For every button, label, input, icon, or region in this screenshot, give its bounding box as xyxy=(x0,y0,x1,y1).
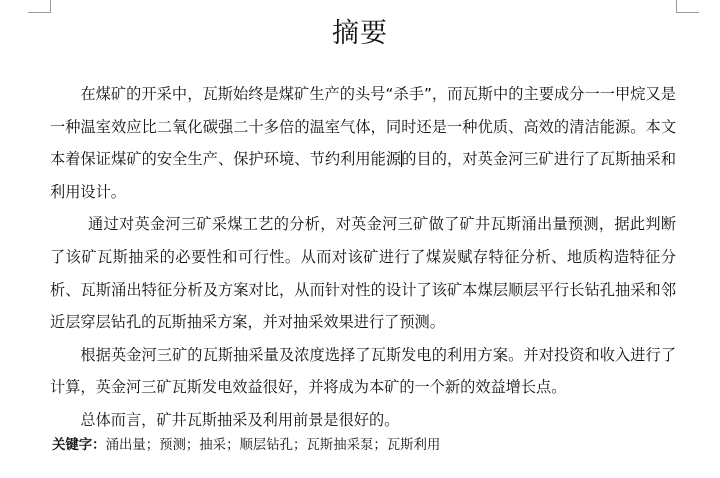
keywords-label: 关键字： xyxy=(52,438,106,453)
abstract-title: 摘要 xyxy=(332,18,388,49)
margin-corner-mark-top-left xyxy=(28,0,51,13)
abstract-paragraph-2[interactable]: 通过对英金河三矿采煤工艺的分析，对英金河三矿做了矿井瓦斯涌出量预测，据此判断了该矿瓦斯抽采的必要性和可行性。从而对该矿进行了煤炭赋存特征分析、地质构造特征分析、瓦斯涌出特征分析及方案对比，从而针对性的设计了该矿本煤层顺层平行长钻孔抽采和邻近层穿层钻孔的瓦斯抽采方案，并对抽采效果进行了预测。 xyxy=(50,215,676,332)
abstract-paragraph-1[interactable] xyxy=(50,78,676,208)
abstract-body[interactable] xyxy=(50,78,676,437)
abstract-paragraph-4[interactable]: 总体而言，矿井瓦斯抽采及利用前景是很好的。 xyxy=(80,410,400,429)
abstract-paragraph-3[interactable]: 根据英金河三矿的瓦斯抽采量及浓度选择了瓦斯发电的利用方案。并对投资和收入进行了计算，英金河三矿瓦斯发电效益很好，并将成为本矿的一个新的效益增长点。 xyxy=(50,345,676,397)
paragraph-1-text-after-caret: 的目的，对英金河三矿进行了瓦斯抽采和利用设计。 xyxy=(50,150,677,201)
keywords-text: 涌出量；预测；抽采；顺层钻孔；瓦斯抽采泵；瓦斯利用 xyxy=(105,438,441,453)
paragraph-1-text-before-caret: 在煤矿的开采中，瓦斯始终是煤矿生产的头号“杀手”，而瓦斯中的主要成分一一甲烷又是一种温室效应比二氧化碳强二十多倍的温室气体，同时还是一种优质、高效的清洁能源。本文本着保证煤矿的安全生产、保护环境、节约利用能源 xyxy=(50,85,676,169)
margin-corner-mark-top-right xyxy=(676,0,699,13)
keywords-line[interactable] xyxy=(52,435,692,457)
